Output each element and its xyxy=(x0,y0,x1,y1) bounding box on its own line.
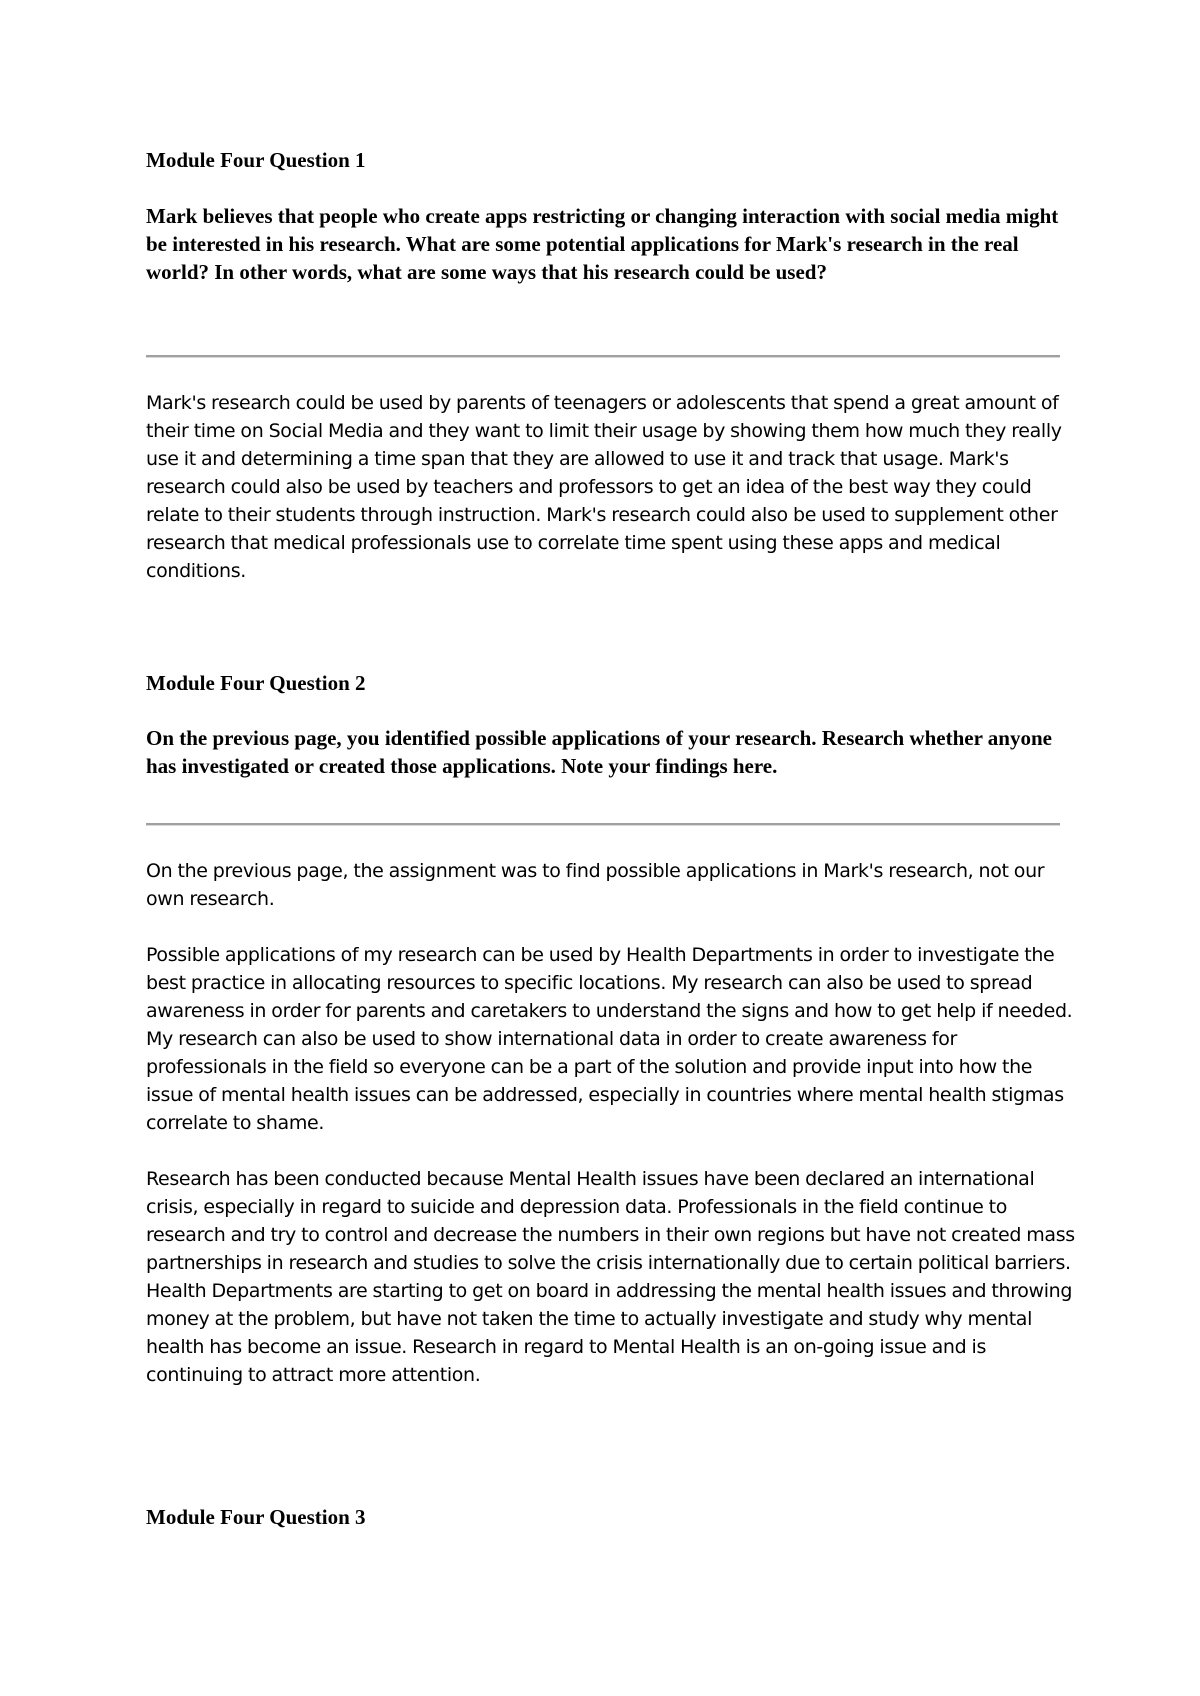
question-2-heading: Module Four Question 2 xyxy=(146,671,366,695)
question-2-answer xyxy=(146,857,1076,1389)
answer-paragraph: Mark's research could be used by parents of teenagers or adolescents that spend a great amount of their time on Social Media and they want to limit their usage by showing them how much they really use it and determining a time span that they are allowed to use it and track that usage. Mark's research could also be used by teachers and professors to get an idea of the best way they could relate to their students through instruction. Mark's research could also be used to supplement other research that medical professionals use to correlate time spent using these apps and medical conditions. xyxy=(146,392,1062,582)
question-1-answer xyxy=(146,389,1076,585)
answer-paragraph: On the previous page, the assignment was to find possible applications in Mark's research, not our own research. xyxy=(146,860,1045,910)
answer-paragraph: Possible applications of my research can be used by Health Departments in order to investigate the best practice in allocating resources to specific locations. My research can also be used to spread awareness in order for parents and caretakers to understand the signs and how to get help if needed. My research can also be used to show international data in order to create awareness for professionals in the field so everyone can be a part of the solution and provide input into how the issue of mental health issues can be addressed, especially in countries where mental health stigmas correlate to shame. xyxy=(146,944,1073,1134)
question-2-divider xyxy=(146,823,1060,826)
question-3-heading: Module Four Question 3 xyxy=(146,1505,366,1529)
question-2-prompt: On the previous page, you identified possible applications of your research. Research whether anyone has investigated or created those applications. Note your findings here. xyxy=(146,726,1052,778)
question-1-prompt: Mark believes that people who create apps restricting or changing interaction with social media might be interested in his research. What are some potential applications for Mark's research in the real world? In other words, what are some ways that his research could be used? xyxy=(146,204,1059,284)
question-1-divider xyxy=(146,355,1060,358)
answer-paragraph: Research has been conducted because Mental Health issues have been declared an international crisis, especially in regard to suicide and depression data. Professionals in the field continue to research and try to control and decrease the numbers in their own regions but have not created mass partnerships in research and studies to solve the crisis internationally due to certain political barriers. Health Departments are starting to get on board in addressing the mental health issues and throwing money at the problem, but have not taken the time to actually investigate and study why mental health has become an issue. Research in regard to Mental Health is an on-going issue and is continuing to attract more attention. xyxy=(146,1168,1075,1386)
question-1-heading: Module Four Question 1 xyxy=(146,148,366,172)
